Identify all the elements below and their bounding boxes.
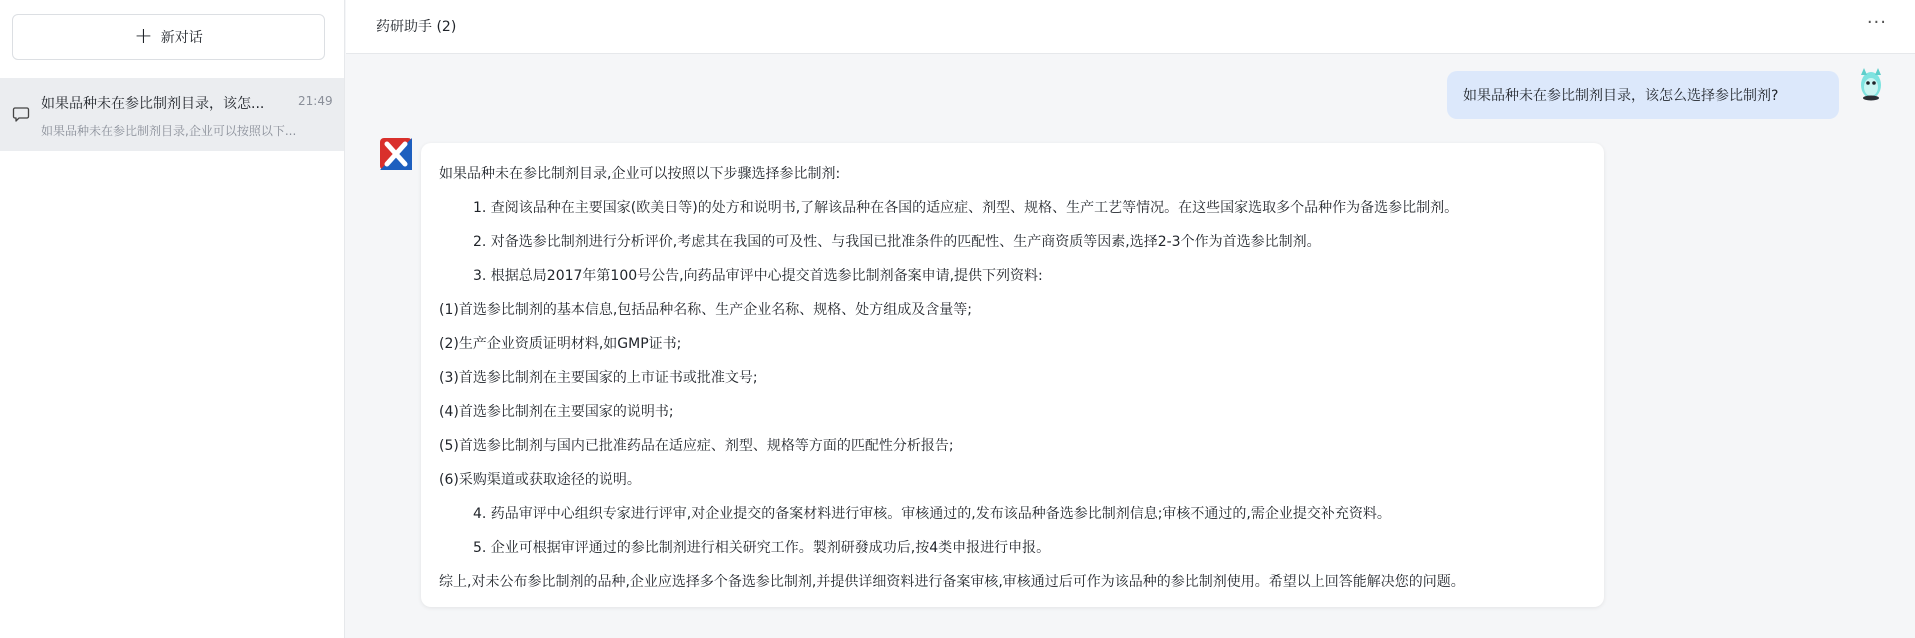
- response-material-4: (4)首选参比制剂在主要国家的说明书;: [439, 404, 674, 420]
- response-material-3: (3)首选参比制剂在主要国家的上市证书或批准文号;: [439, 370, 758, 386]
- response-step-5: 5. 企业可根据审评通过的参比制剂进行相关研究工作。製剂研發成功后,按4类申报进行申报。: [473, 540, 1051, 556]
- conversation-snippet: 如果品种未在参比制剂目录,企业可以按照以下...: [41, 124, 297, 138]
- response-material-5: (5)首选参比制剂与国内已批准药品在适应症、剂型、规格等方面的匹配性分析报告;: [439, 438, 954, 454]
- user-avatar[interactable]: [1855, 65, 1887, 101]
- sidebar: [0, 0, 345, 638]
- conversation-title: 如果品种未在参比制剂目录，该怎...: [41, 96, 265, 112]
- response-material-2: (2)生产企业资质证明材料,如GMP证书;: [439, 336, 682, 352]
- chat-title: 药研助手 (2): [376, 19, 457, 35]
- chat-bubble-icon: [12, 105, 30, 123]
- response-intro: 如果品种未在参比制剂目录,企业可以按照以下步骤选择参比制剂:: [439, 166, 841, 182]
- bot-response: [421, 143, 1604, 607]
- response-material-1: (1)首选参比制剂的基本信息,包括品种名称、生产企业名称、规格、处方组成及含量等;: [439, 302, 972, 318]
- more-options-button[interactable]: ···: [1866, 12, 1887, 33]
- response-step-4: 4. 药品审评中心组织专家进行评审,对企业提交的备案材料进行审核。审核通过的,发布该品种备选参比制剂信息;审核不通过的,需企业提交补充资料。: [473, 506, 1391, 522]
- response-step-1: 1. 查阅该品种在主要国家(欧美日等)的处方和说明书,了解该品种在各国的适应症、剂型、规格、生产工艺等情况。在这些国家选取多个品种作为备选参比制剂。: [473, 200, 1459, 216]
- response-step-3: 3. 根据总局2017年第100号公告,向药品审评中心提交首选参比制剂备案申请,提供下列资料:: [473, 268, 1043, 284]
- bot-avatar: [378, 136, 414, 172]
- response-step-2: 2. 对备选参比制剂进行分析评价,考虑其在我国的可及性、与我国已批准条件的匹配性、生产商资质等因素,选择2-3个作为首选参比制剂。: [473, 234, 1321, 250]
- response-material-6: (6)采购渠道或获取途径的说明。: [439, 472, 641, 488]
- user-message: 如果品种未在参比制剂目录，该怎么选择参比制剂?: [1447, 71, 1839, 119]
- conversation-time: 21:49: [298, 94, 333, 108]
- response-summary: 综上,对未公布参比制剂的品种,企业应选择多个备选参比制剂,并提供详细资料进行备案审核,审核通过后可作为该品种的参比制剂使用。希望以上回答能解决您的问题。: [439, 574, 1465, 590]
- new-chat-label: 新对话: [160, 30, 203, 46]
- new-chat-button[interactable]: [12, 14, 325, 60]
- conversation-item[interactable]: [0, 78, 344, 151]
- chat-header: [346, 0, 1915, 54]
- plus-icon: +: [134, 24, 153, 49]
